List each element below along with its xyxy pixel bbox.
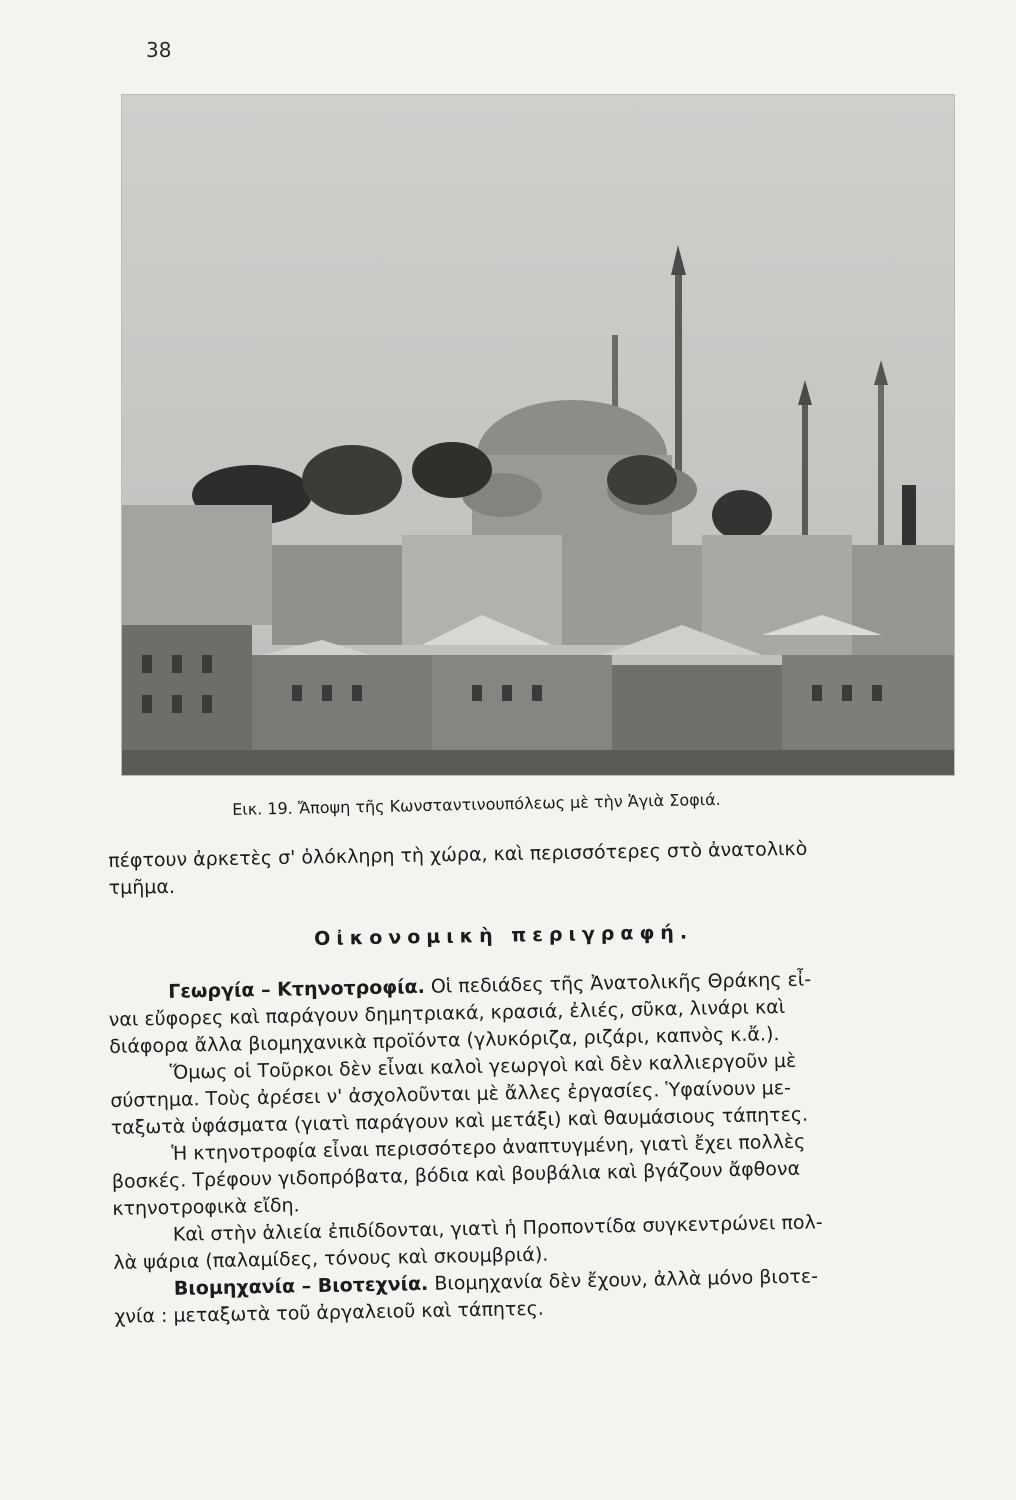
agriculture-line: ναι εὔφορες καὶ παράγουν δημητριακά, κρασιά, ἐλιές, σῦκα, λινάρι καὶ	[108, 996, 786, 1031]
agriculture-line: λὰ ψάρια (παλαμίδες, τόνους καὶ σκουμβριά).	[113, 1243, 549, 1274]
intro-line-2: τμῆμα.	[108, 875, 176, 899]
agriculture-title: Γεωργία – Κτηνοτροφία.	[168, 975, 426, 1003]
section-heading: Οἰκονομικὴ περιγραφή.	[314, 921, 694, 950]
industry-title: Βιομηχανία – Βιοτεχνία.	[173, 1272, 429, 1300]
constantinople-photo	[122, 95, 954, 775]
page-number: 38	[146, 38, 172, 62]
agriculture-first-line-text: Οἱ πεδιάδες τῆς Ἀνατολικῆς Θράκης εἶ-	[424, 968, 812, 998]
intro-line-1: πέφτουν ἀρκετὲς σ' ὁλόκληρη τὴ χώρα, καὶ περισσότερες στὸ ἀνατολικὸ	[108, 837, 808, 872]
agriculture-line: Ἡ κτηνοτροφία εἶναι περισσότερο ἀναπτυγμένη, γιατὶ ἔχει πολλὲς	[171, 1130, 806, 1165]
agriculture-section	[108, 964, 945, 1331]
agriculture-line: κτηνοτροφικὰ εἴδη.	[112, 1194, 300, 1220]
industry-first-line-text: Βιομηχανία δὲν ἔχουν, ἀλλὰ μόνο βιοτε-	[428, 1265, 819, 1295]
agriculture-line: Καὶ στὴν ἁλιεία ἐπιδίδονται, γιατὶ ἡ Προποντίδα συγκεντρώνει πολ-	[172, 1211, 823, 1246]
intro-paragraph	[108, 834, 939, 902]
agriculture-line: ταξωτὰ ὑφάσματα (γιατὶ παράγουν καὶ μετάξι) καὶ θαυμάσιους τάπητες.	[110, 1103, 809, 1139]
figure-caption: Εικ. 19. Ἄποψη τῆς Κωνσταντινουπόλεως μὲ τὴν Ἁγιὰ Σοφιά.	[232, 789, 721, 819]
agriculture-line: Ὅμως οἱ Τοῦρκοι δὲν εἶναι καλοὶ γεωργοὶ καὶ δὲν καλλιεργοῦν μὲ	[169, 1049, 797, 1084]
agriculture-line: σύστημα. Τοὺς ἀρέσει ν' ἀσχολοῦνται μὲ ἄλλες ἐργασίες. Ὑφαίνουν με-	[110, 1076, 792, 1112]
agriculture-line: διάφορα ἄλλα βιομηχανικὰ προϊόντα (γλυκόριζα, ριζάρι, καπνὸς κ.ἄ.).	[109, 1023, 780, 1058]
agriculture-line: βοσκές. Τρέφουν γιδοπρόβατα, βόδια καὶ βουβάλια καὶ βγάζουν ἄφθονα	[111, 1157, 801, 1193]
industry-line: χνία : μεταξωτὰ τοῦ ἀργαλειοῦ καὶ τάπητες.	[114, 1297, 545, 1328]
